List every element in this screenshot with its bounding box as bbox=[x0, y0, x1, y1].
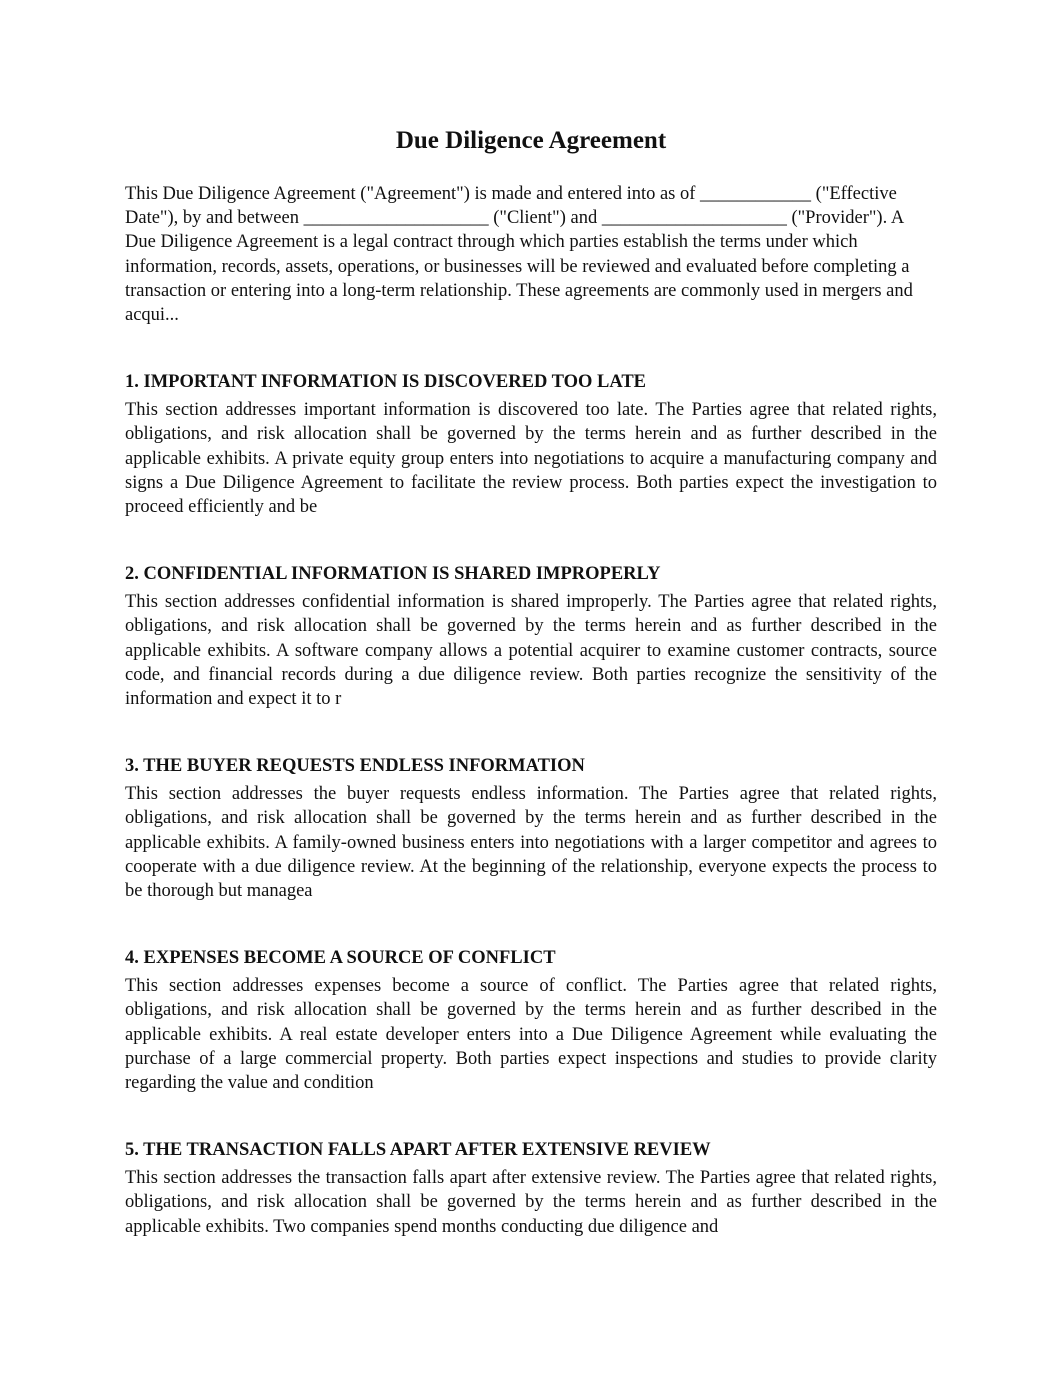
section-body: This section addresses confidential information is shared improperly. The Parties agree that related rights, obligations, and risk allocation shall be governed by the terms herein and as further described in the applicable exhibits. A software company allows a potential acquirer to examine customer contracts, source code, and financial records during a due diligence review. Both parties recognize the sensitivity of the information and expect it to r bbox=[125, 592, 937, 710]
section-1 bbox=[125, 370, 937, 519]
section-body: This section addresses important information is discovered too late. The Parties agree that related rights, obligations, and risk allocation shall be governed by the terms herein and as further described in the applicable exhibits. A private equity group enters into negotiations to acquire a manufacturing company and signs a Due Diligence Agreement to facilitate the review process. Both parties expect the investigation to proceed efficiently and be bbox=[125, 400, 937, 518]
section-body: This section addresses the buyer requests endless information. The Parties agree that related rights, obligations, and risk allocation shall be governed by the terms herein and as further described in the applicable exhibits. A family-owned business enters into negotiations with a larger competitor and agrees to cooperate with a due diligence review. At the beginning of the relationship, everyone expects the process to be thorough but managea bbox=[125, 784, 937, 902]
intro-paragraph: This Due Diligence Agreement ("Agreement") is made and entered into as of ____________ ("Effective Date"), by and between ____________________ ("Client") and ____________________ ("Provider"). A Due Diligence Agreement is a legal contract through which parties establish the terms under which information, records, assets, operations, or businesses will be reviewed and evaluated before completing a transaction or entering into a long-term relationship. These agreements are commonly used in mergers and acqui... bbox=[125, 184, 913, 326]
section-heading: 5. THE TRANSACTION FALLS APART AFTER EXTENSIVE REVIEW bbox=[125, 1140, 711, 1161]
section-heading: 3. THE BUYER REQUESTS ENDLESS INFORMATION bbox=[125, 756, 585, 777]
document-page bbox=[125, 122, 937, 1239]
section-heading: 1. IMPORTANT INFORMATION IS DISCOVERED TOO LATE bbox=[125, 372, 647, 393]
section-3 bbox=[125, 754, 937, 903]
section-heading: 4. EXPENSES BECOME A SOURCE OF CONFLICT bbox=[125, 948, 556, 969]
section-body: This section addresses expenses become a source of conflict. The Parties agree that related rights, obligations, and risk allocation shall be governed by the terms herein and as further described in the applicable exhibits. A real estate developer enters into a Due Diligence Agreement while evaluating the purchase of a large commercial property. Both parties expect inspections and studies to provide clarity regarding the value and condition bbox=[125, 976, 937, 1094]
section-4 bbox=[125, 946, 937, 1095]
section-5 bbox=[125, 1138, 937, 1239]
document-title: Due Diligence Agreement bbox=[395, 127, 667, 154]
section-heading: 2. CONFIDENTIAL INFORMATION IS SHARED IMPROPERLY bbox=[125, 564, 661, 585]
section-body: This section addresses the transaction falls apart after extensive review. The Parties agree that related rights, obligations, and risk allocation shall be governed by the terms herein and as further described in the applicable exhibits. Two companies spend months conducting due diligence and bbox=[125, 1168, 937, 1237]
section-2 bbox=[125, 562, 937, 711]
